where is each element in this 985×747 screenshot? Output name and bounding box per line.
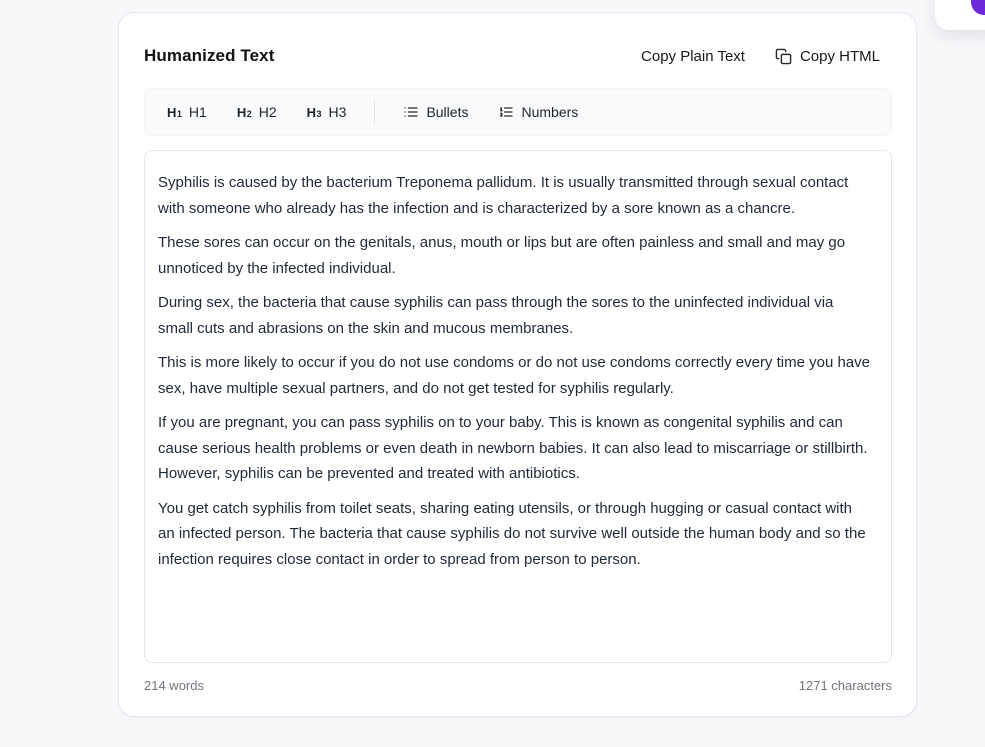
- output-paragraph: During sex, the bacteria that cause syphilis can pass through the sores to the uninfected individual via small cuts and abrasions on the skin and mucous membranes.: [158, 294, 834, 337]
- panel-header: [144, 46, 892, 66]
- bullets-label: Bullets: [426, 104, 469, 120]
- heading-3-button[interactable]: [295, 97, 359, 127]
- numbers-label: Numbers: [521, 104, 579, 120]
- heading-1-label: H1: [188, 104, 207, 120]
- bullets-button[interactable]: [391, 97, 480, 127]
- output-paragraph: Syphilis is caused by the bacterium Treponema pallidum. It is usually transmitted through sexual contact with someone who already has the infection and is characterized by a sore known as a chancre.: [158, 174, 849, 217]
- humanized-text-panel: [118, 12, 917, 717]
- heading-3-label: H3: [328, 104, 347, 120]
- page-title: Humanized Text: [144, 46, 275, 65]
- bullet-list-icon: [403, 104, 419, 120]
- heading-1-button[interactable]: [155, 97, 219, 127]
- output-paragraph: This is more likely to occur if you do not use condoms or do not use condoms correctly every time you have sex, have multiple sexual partners, and do not get tested for syphilis regularly.: [158, 354, 870, 397]
- copy-plain-text-button[interactable]: [641, 48, 745, 65]
- copy-html-button[interactable]: [775, 48, 880, 65]
- word-count: 214 words: [144, 678, 204, 693]
- output-paragraph: You get catch syphilis from toilet seats, sharing eating utensils, or through hugging or casual contact with an infected person. The bacteria that cause syphilis do not survive well outside the human body and so the infection requires close contact in order to spread from person to person.: [158, 499, 866, 568]
- header-actions: [641, 48, 892, 65]
- copy-html-label: Copy HTML: [799, 47, 880, 65]
- numbered-list-icon: [498, 104, 514, 120]
- humanized-text-output[interactable]: [144, 150, 892, 663]
- toolbar-divider: [374, 99, 375, 125]
- heading-2-label: H2: [258, 104, 277, 120]
- copy-icon: [775, 48, 792, 65]
- formatting-toolbar: [144, 88, 892, 136]
- heading-3-icon: H 3: [306, 104, 322, 120]
- heading-2-button[interactable]: [225, 97, 289, 127]
- character-count: 1271 characters: [798, 678, 892, 693]
- output-paragraph: These sores can occur on the genitals, anus, mouth or lips but are often painless and small and may go unnoticed by the infected individual.: [158, 234, 846, 277]
- panel-footer: [144, 678, 892, 693]
- copy-plain-text-label: Copy Plain Text: [641, 47, 745, 65]
- output-paragraph: If you are pregnant, you can pass syphilis on to your baby. This is known as congenital syphilis and can cause serious health problems or even death in newborn babies. It can also lead to miscarriage or stillbirth. However, syphilis can be prevented and treated with antibiotics.: [158, 414, 868, 482]
- heading-1-icon: H 1: [167, 104, 182, 120]
- heading-2-icon: H 2: [236, 104, 252, 120]
- numbers-button[interactable]: [486, 97, 590, 127]
